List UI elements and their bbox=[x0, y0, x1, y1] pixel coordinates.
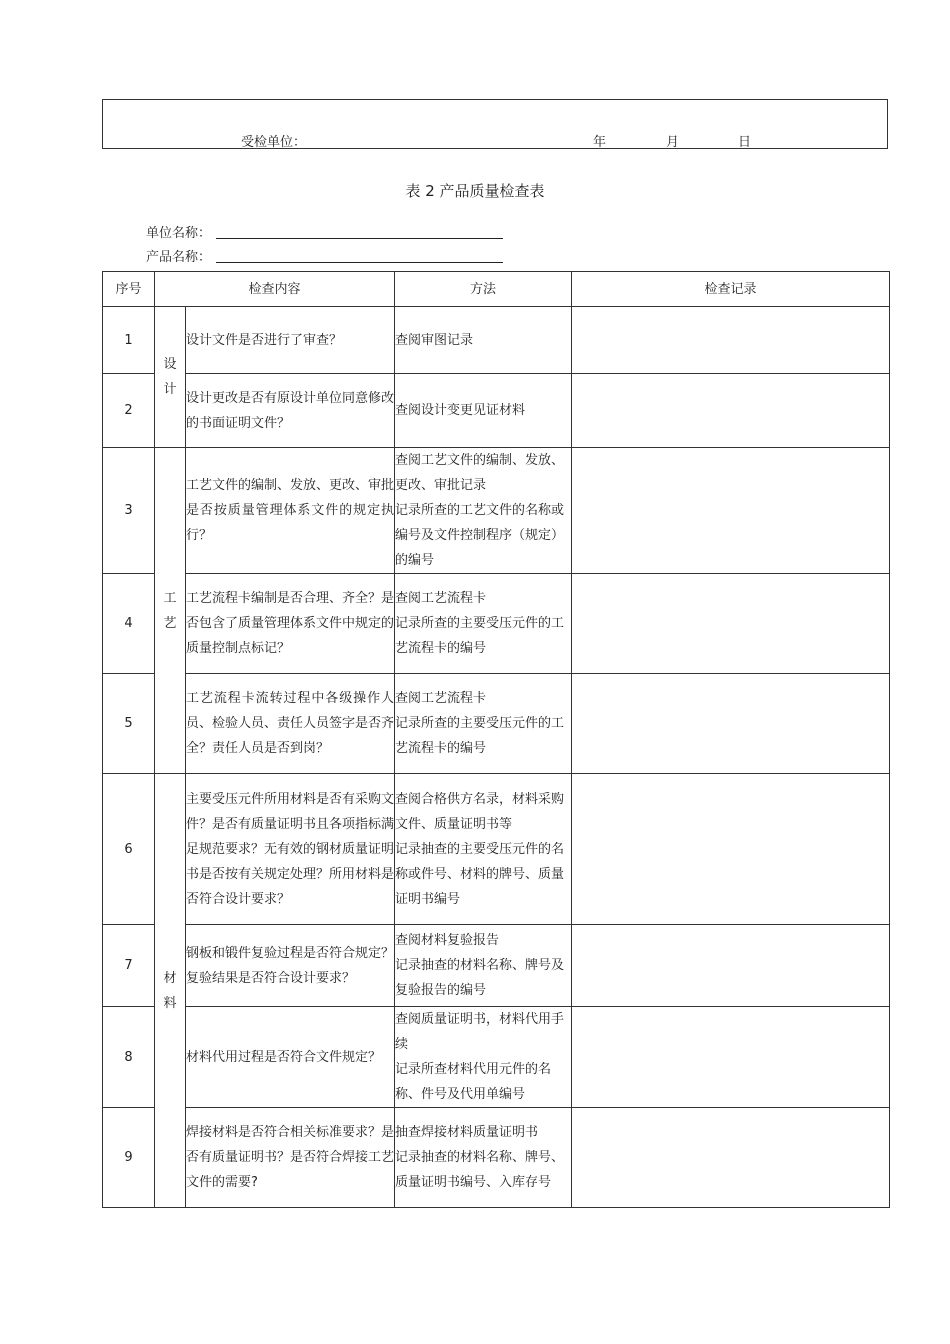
check-record-cell[interactable] bbox=[572, 574, 890, 674]
check-method: 查阅工艺文件的编制、发放、更改、审批记录 记录所查的工艺文件的名称或编号及文件控制程序（规定）的编号 bbox=[395, 448, 572, 574]
check-method: 查阅质量证明书，材料代用手续 记录所查材料代用元件的名称、件号及代用单编号 bbox=[395, 1007, 572, 1108]
check-content: 工艺流程卡流转过程中各级操作人员、检验人员、责任人员签字是否齐全？责任人员是否到岗？ bbox=[186, 674, 395, 774]
table-row bbox=[103, 774, 890, 925]
table-row bbox=[103, 1007, 890, 1108]
check-content: 设计文件是否进行了审查？ bbox=[186, 307, 395, 374]
row-number: 5 bbox=[103, 674, 155, 774]
check-record-cell[interactable] bbox=[572, 1007, 890, 1108]
check-content: 材料代用过程是否符合文件规定？ bbox=[186, 1007, 395, 1108]
row-number: 3 bbox=[103, 448, 155, 574]
table-row bbox=[103, 925, 890, 1007]
check-record-cell[interactable] bbox=[572, 674, 890, 774]
product-name-label: 产品名称： bbox=[146, 250, 212, 265]
day-label: 日 bbox=[738, 135, 752, 150]
check-method: 查阅材料复验报告 记录抽查的材料名称、牌号及复验报告的编号 bbox=[395, 925, 572, 1007]
check-method: 抽查焊接材料质量证明书 记录抽查的材料名称、牌号、质量证明书编号、入库存号 bbox=[395, 1108, 572, 1208]
table-header-row bbox=[103, 272, 890, 307]
page-title: 表 2 产品质量检查表 bbox=[405, 182, 545, 200]
table-row bbox=[103, 574, 890, 674]
inspection-table bbox=[102, 271, 890, 1208]
header-method: 方法 bbox=[395, 272, 572, 307]
inspected-unit-box bbox=[102, 99, 888, 149]
check-record-cell[interactable] bbox=[572, 448, 890, 574]
row-number: 8 bbox=[103, 1007, 155, 1108]
category-design: 设 计 bbox=[155, 307, 186, 448]
check-content: 工艺文件的编制、发放、更改、审批是否按质量管理体系文件的规定执行？ bbox=[186, 448, 395, 574]
check-method: 查阅设计变更见证材料 bbox=[395, 374, 572, 448]
row-number: 6 bbox=[103, 774, 155, 925]
check-content: 设计更改是否有原设计单位同意修改的书面证明文件？ bbox=[186, 374, 395, 448]
row-number: 1 bbox=[103, 307, 155, 374]
row-number: 4 bbox=[103, 574, 155, 674]
row-number: 9 bbox=[103, 1108, 155, 1208]
check-method: 查阅合格供方名录，材料采购文件、质量证明书等 记录抽查的主要受压元件的名称或件号、材料的牌号、质量证明书编号 bbox=[395, 774, 572, 925]
unit-name-field[interactable] bbox=[146, 222, 211, 241]
product-name-underline bbox=[216, 262, 503, 263]
table-row bbox=[103, 307, 890, 374]
check-record-cell[interactable] bbox=[572, 374, 890, 448]
inspected-unit-label: 受检单位： bbox=[241, 135, 307, 150]
table-row bbox=[103, 1108, 890, 1208]
category-material: 材 料 bbox=[155, 774, 186, 1208]
check-record-cell[interactable] bbox=[572, 307, 890, 374]
header-content: 检查内容 bbox=[155, 272, 395, 307]
month-label: 月 bbox=[666, 135, 680, 150]
product-name-field[interactable] bbox=[146, 246, 211, 265]
check-record-cell[interactable] bbox=[572, 1108, 890, 1208]
check-method: 查阅工艺流程卡 记录所查的主要受压元件的工艺流程卡的编号 bbox=[395, 674, 572, 774]
check-method: 查阅审图记录 bbox=[395, 307, 572, 374]
check-method: 查阅工艺流程卡 记录所查的主要受压元件的工艺流程卡的编号 bbox=[395, 574, 572, 674]
row-number: 7 bbox=[103, 925, 155, 1007]
check-content: 主要受压元件所用材料是否有采购文件？是否有质量证明书且各项指标满足规范要求？无有效的钢材质量证明书是否按有关规定处理？所用材料是否符合设计要求？ bbox=[186, 774, 395, 925]
unit-name-label: 单位名称： bbox=[146, 226, 212, 241]
check-content: 焊接材料是否符合相关标准要求？是否有质量证明书？是否符合焊接工艺文件的需要? bbox=[186, 1108, 395, 1208]
header-record: 检查记录 bbox=[572, 272, 890, 307]
category-process: 工 艺 bbox=[155, 448, 186, 774]
table-row bbox=[103, 674, 890, 774]
year-label: 年 bbox=[593, 135, 607, 150]
unit-name-underline bbox=[216, 238, 503, 239]
check-content: 工艺流程卡编制是否合理、齐全？是否包含了质量管理体系文件中规定的质量控制点标记？ bbox=[186, 574, 395, 674]
header-no: 序号 bbox=[103, 272, 155, 307]
check-record-cell[interactable] bbox=[572, 925, 890, 1007]
check-content: 钢板和锻件复验过程是否符合规定？复验结果是否符合设计要求？ bbox=[186, 925, 395, 1007]
check-record-cell[interactable] bbox=[572, 774, 890, 925]
table-row bbox=[103, 448, 890, 574]
row-number: 2 bbox=[103, 374, 155, 448]
table-row bbox=[103, 374, 890, 448]
